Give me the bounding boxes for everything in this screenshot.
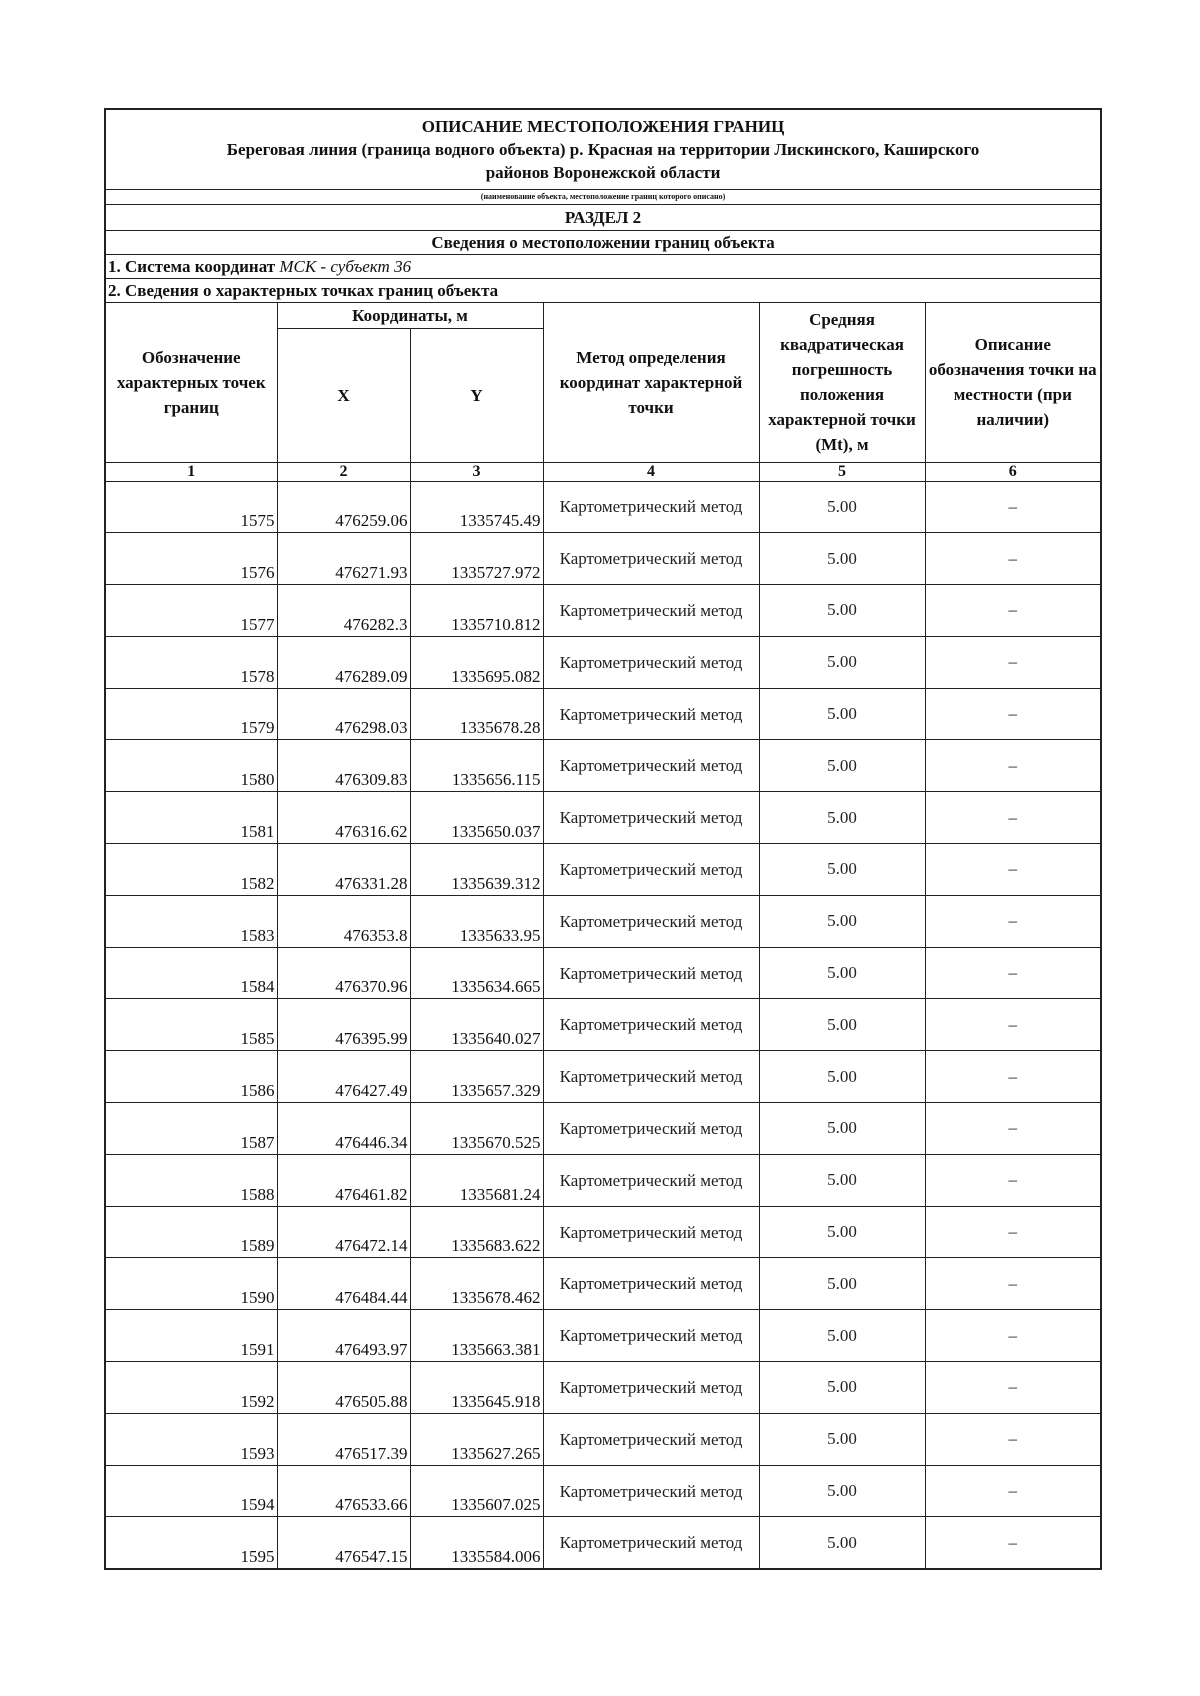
cell-description: –: [925, 688, 1101, 740]
object-name-line2: районов Воронежской области: [485, 162, 721, 182]
table-row: [105, 895, 1101, 947]
cell-point: 1587: [105, 1103, 277, 1155]
cell-method: Картометрический метод: [543, 844, 759, 896]
col-number-6: 6: [925, 462, 1101, 481]
cell-mt: 5.00: [759, 740, 925, 792]
cell-y: 1335640.027: [410, 999, 543, 1051]
cell-mt: 5.00: [759, 947, 925, 999]
cell-x: 476427.49: [277, 1051, 410, 1103]
table-row: [105, 481, 1101, 533]
cell-description: –: [925, 1051, 1101, 1103]
cell-description: –: [925, 1258, 1101, 1310]
cell-point: 1578: [105, 636, 277, 688]
cell-method: Картометрический метод: [543, 740, 759, 792]
col-header-mt: Средняя квадратическая погрешность положения характерной точки (Mt), м: [759, 302, 925, 462]
cell-y: 1335634.665: [410, 947, 543, 999]
table-row: [105, 1103, 1101, 1155]
cell-y: 1335681.24: [410, 1154, 543, 1206]
cell-point: 1588: [105, 1154, 277, 1206]
table-row: [105, 1310, 1101, 1362]
cell-x: 476282.3: [277, 585, 410, 637]
cell-description: –: [925, 1413, 1101, 1465]
col-number-1: 1: [105, 462, 277, 481]
cell-x: 476259.06: [277, 481, 410, 533]
coord-system-value: МСК - субъект 36: [279, 256, 412, 276]
cell-description: –: [925, 1154, 1101, 1206]
cell-method: Картометрический метод: [543, 1258, 759, 1310]
table-row: [105, 740, 1101, 792]
cell-method: Картометрический метод: [543, 636, 759, 688]
cell-method: Картометрический метод: [543, 585, 759, 637]
cell-mt: 5.00: [759, 688, 925, 740]
col-header-x: X: [277, 328, 410, 462]
cell-point: 1582: [105, 844, 277, 896]
cell-y: 1335639.312: [410, 844, 543, 896]
table-row: [105, 947, 1101, 999]
cell-description: –: [925, 1103, 1101, 1155]
table-row: [105, 999, 1101, 1051]
cell-description: –: [925, 844, 1101, 896]
col-header-method: Метод определения координат характерной точки: [543, 302, 759, 462]
table-row: [105, 1206, 1101, 1258]
cell-method: Картометрический метод: [543, 1413, 759, 1465]
cell-y: 1335633.95: [410, 895, 543, 947]
cell-mt: 5.00: [759, 1103, 925, 1155]
cell-x: 476271.93: [277, 533, 410, 585]
cell-y: 1335678.28: [410, 688, 543, 740]
cell-description: –: [925, 792, 1101, 844]
cell-x: 476517.39: [277, 1413, 410, 1465]
cell-method: Картометрический метод: [543, 1051, 759, 1103]
cell-mt: 5.00: [759, 481, 925, 533]
col-number-5: 5: [759, 462, 925, 481]
cell-point: 1580: [105, 740, 277, 792]
cell-mt: 5.00: [759, 895, 925, 947]
cell-point: 1586: [105, 1051, 277, 1103]
cell-point: 1575: [105, 481, 277, 533]
col-number-4: 4: [543, 462, 759, 481]
table-row: [105, 533, 1101, 585]
section-subtitle: Сведения о местоположении границ объекта: [105, 230, 1101, 254]
cell-x: 476331.28: [277, 844, 410, 896]
col-number-2: 2: [277, 462, 410, 481]
cell-mt: 5.00: [759, 533, 925, 585]
cell-mt: 5.00: [759, 1206, 925, 1258]
cell-x: 476505.88: [277, 1362, 410, 1414]
cell-point: 1593: [105, 1413, 277, 1465]
cell-mt: 5.00: [759, 792, 925, 844]
cell-mt: 5.00: [759, 585, 925, 637]
cell-y: 1335584.006: [410, 1517, 543, 1569]
coord-system-row: [105, 254, 1101, 278]
cell-y: 1335657.329: [410, 1051, 543, 1103]
cell-y: 1335678.462: [410, 1258, 543, 1310]
cell-x: 476446.34: [277, 1103, 410, 1155]
cell-description: –: [925, 1310, 1101, 1362]
cell-point: 1585: [105, 999, 277, 1051]
object-name-line1: Береговая линия (граница водного объекта) р. Красная на территории Лискинского, Каширского: [226, 139, 980, 159]
cell-description: –: [925, 481, 1101, 533]
cell-method: Картометрический метод: [543, 792, 759, 844]
cell-point: 1584: [105, 947, 277, 999]
cell-mt: 5.00: [759, 1362, 925, 1414]
table-row: [105, 1465, 1101, 1517]
cell-method: Картометрический метод: [543, 1154, 759, 1206]
cell-mt: 5.00: [759, 1413, 925, 1465]
cell-point: 1589: [105, 1206, 277, 1258]
cell-x: 476309.83: [277, 740, 410, 792]
table-row: [105, 1051, 1101, 1103]
cell-point: 1583: [105, 895, 277, 947]
cell-mt: 5.00: [759, 1051, 925, 1103]
cell-point: 1577: [105, 585, 277, 637]
cell-x: 476289.09: [277, 636, 410, 688]
cell-y: 1335607.025: [410, 1465, 543, 1517]
table-row: [105, 844, 1101, 896]
table-row: [105, 792, 1101, 844]
cell-description: –: [925, 636, 1101, 688]
boundary-description-table: [104, 108, 1102, 1570]
cell-method: Картометрический метод: [543, 1465, 759, 1517]
document-header: [105, 109, 1101, 189]
cell-x: 476493.97: [277, 1310, 410, 1362]
cell-description: –: [925, 1517, 1101, 1569]
document-title: ОПИСАНИЕ МЕСТОПОЛОЖЕНИЯ ГРАНИЦ: [421, 116, 785, 136]
table-row: [105, 1258, 1101, 1310]
table-row: [105, 585, 1101, 637]
object-caption: (наименование объекта, местоположение границ которого описано): [105, 189, 1101, 204]
cell-description: –: [925, 999, 1101, 1051]
cell-description: –: [925, 947, 1101, 999]
cell-mt: 5.00: [759, 1310, 925, 1362]
cell-mt: 5.00: [759, 1154, 925, 1206]
cell-y: 1335627.265: [410, 1413, 543, 1465]
cell-method: Картометрический метод: [543, 1310, 759, 1362]
cell-description: –: [925, 585, 1101, 637]
table-row: [105, 1362, 1101, 1414]
cell-description: –: [925, 533, 1101, 585]
cell-mt: 5.00: [759, 636, 925, 688]
cell-y: 1335663.381: [410, 1310, 543, 1362]
col-header-coords: Координаты, м: [277, 302, 543, 328]
cell-point: 1581: [105, 792, 277, 844]
table-row: [105, 1154, 1101, 1206]
cell-y: 1335695.082: [410, 636, 543, 688]
cell-y: 1335670.525: [410, 1103, 543, 1155]
col-header-y: Y: [410, 328, 543, 462]
cell-description: –: [925, 895, 1101, 947]
col-number-3: 3: [410, 462, 543, 481]
cell-method: Картометрический метод: [543, 999, 759, 1051]
cell-description: –: [925, 1362, 1101, 1414]
cell-description: –: [925, 740, 1101, 792]
cell-y: 1335650.037: [410, 792, 543, 844]
cell-point: 1592: [105, 1362, 277, 1414]
cell-point: 1595: [105, 1517, 277, 1569]
col-header-point: Обозначение характерных точек границ: [105, 302, 277, 462]
col-header-desc: Описание обозначения точки на местности (при наличии): [925, 302, 1101, 462]
cell-method: Картометрический метод: [543, 1517, 759, 1569]
cell-mt: 5.00: [759, 999, 925, 1051]
cell-point: 1591: [105, 1310, 277, 1362]
coord-system-label: 1. Система координат: [108, 256, 276, 276]
cell-method: Картометрический метод: [543, 1362, 759, 1414]
cell-method: Картометрический метод: [543, 481, 759, 533]
cell-x: 476472.14: [277, 1206, 410, 1258]
cell-y: 1335683.622: [410, 1206, 543, 1258]
cell-y: 1335710.812: [410, 585, 543, 637]
cell-x: 476370.96: [277, 947, 410, 999]
cell-y: 1335745.49: [410, 481, 543, 533]
cell-method: Картометрический метод: [543, 533, 759, 585]
table-row: [105, 636, 1101, 688]
cell-point: 1590: [105, 1258, 277, 1310]
section-title: РАЗДЕЛ 2: [105, 204, 1101, 230]
cell-y: 1335656.115: [410, 740, 543, 792]
cell-method: Картометрический метод: [543, 688, 759, 740]
cell-mt: 5.00: [759, 1258, 925, 1310]
cell-mt: 5.00: [759, 844, 925, 896]
cell-x: 476316.62: [277, 792, 410, 844]
cell-point: 1576: [105, 533, 277, 585]
cell-method: Картометрический метод: [543, 895, 759, 947]
cell-mt: 5.00: [759, 1517, 925, 1569]
cell-x: 476461.82: [277, 1154, 410, 1206]
cell-x: 476298.03: [277, 688, 410, 740]
table-row: [105, 1413, 1101, 1465]
cell-description: –: [925, 1206, 1101, 1258]
cell-x: 476484.44: [277, 1258, 410, 1310]
points-heading: 2. Сведения о характерных точках границ объекта: [105, 278, 1101, 302]
cell-method: Картометрический метод: [543, 1103, 759, 1155]
cell-point: 1579: [105, 688, 277, 740]
cell-mt: 5.00: [759, 1465, 925, 1517]
cell-y: 1335645.918: [410, 1362, 543, 1414]
cell-x: 476395.99: [277, 999, 410, 1051]
cell-x: 476533.66: [277, 1465, 410, 1517]
table-row: [105, 1517, 1101, 1569]
cell-x: 476353.8: [277, 895, 410, 947]
cell-description: –: [925, 1465, 1101, 1517]
cell-point: 1594: [105, 1465, 277, 1517]
cell-x: 476547.15: [277, 1517, 410, 1569]
cell-y: 1335727.972: [410, 533, 543, 585]
table-row: [105, 688, 1101, 740]
cell-method: Картометрический метод: [543, 947, 759, 999]
cell-method: Картометрический метод: [543, 1206, 759, 1258]
